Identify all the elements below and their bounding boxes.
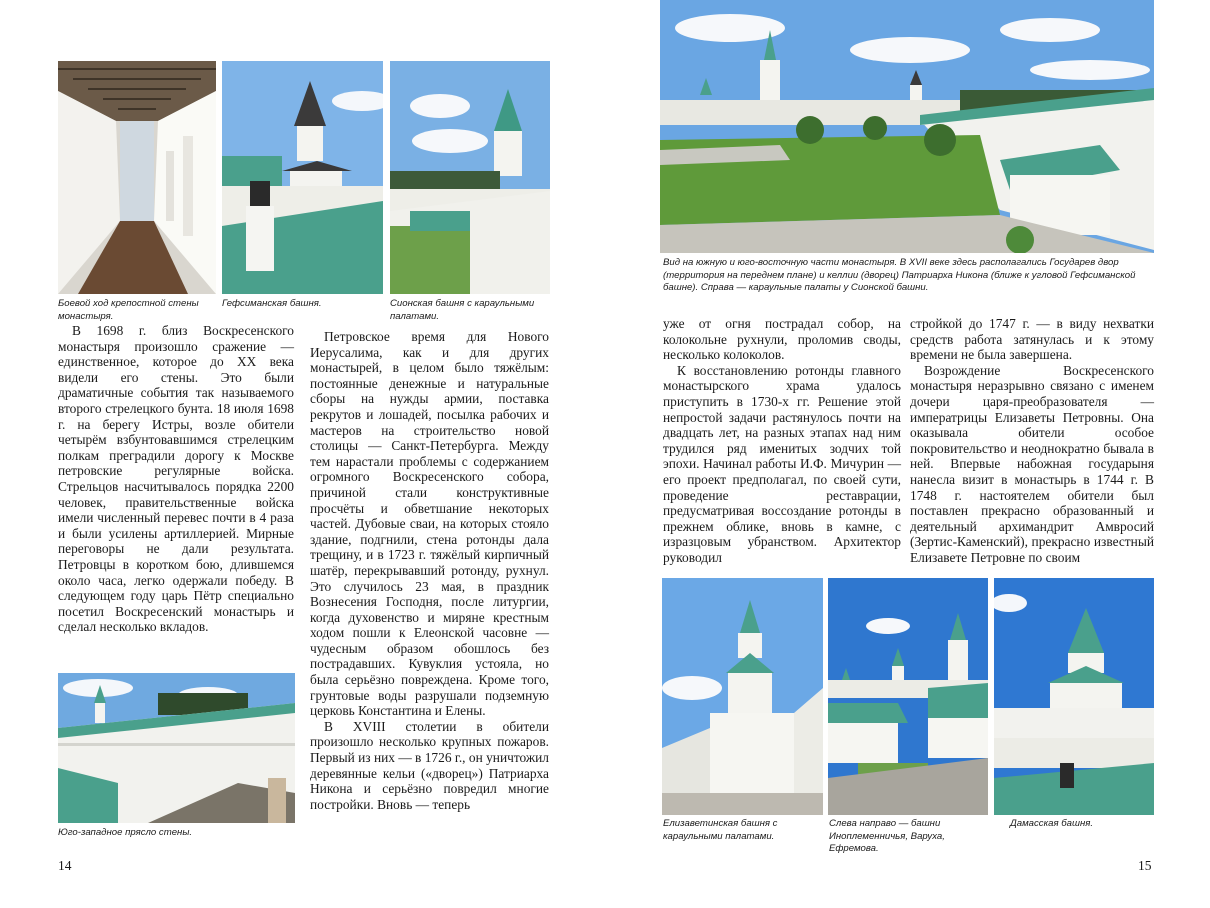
left-column-2 <box>310 329 549 812</box>
caption-bottom2: Слева направо — башни Иноплеменничья, Варуха, Ефремова. <box>829 818 945 854</box>
photo-gethsemane-tower <box>222 61 383 294</box>
left-column-1 <box>58 323 294 635</box>
paragraph: Петровское время для Нового Иерусалима, как и для других монастырей, в целом было тяжёлым: постоянные денежные и натуральные сборы на нужды армии, поставка рекрутов и лошадей, посылка рабочих и мастеров на строительство новой столицы — Санкт-Петербурга. Между тем нарастали проблемы с содержанием огромного Воскресенского собора, причиной стали конструктивные просчёты и обветшание некоторых частей. Дубовые сваи, на которых стояло здание, подгнили, стена ротонды дала трещину, и в 1723 г. тяжёлый кирпичный шатёр, перекрывавший ротонду, рухнул. Это случилось 23 мая, в праздник Вознесения Господня, после литургии, когда духовенство и миряне крестным ходом пошли к Елеонской часовне — чудесным образом обошлось без пострадавших. Кувуклия устояла, но была серьёзно повреждена. Кроме того, грунтовые воды разрушали подземную церковь Константина и Елены. <box>310 329 549 719</box>
caption-photo2: Гефсиманская башня. <box>222 298 322 309</box>
photo-elizabeth-tower <box>662 578 823 815</box>
caption-photo4: Юго-западное прясло стены. <box>58 827 193 838</box>
right-column-2 <box>910 316 1154 566</box>
paragraph: В 1698 г. близ Воскресенского монастыря произошло сражение — единственное, которое до XX века видели его стены. Это были драматичные события так называемого второго стрелецкого бунта. 18 июля 1698 г. на берегу Истры, возле обители четырём взбунтовавшимся стрелецким полкам преградили дорогу к Москве петровские регулярные войска. Стрельцов насчитывалось порядка 2200 человек, правительственные войска имели численный перевес почти в 4 раза и были усилены артиллерией. Мирные переговоры не дали результата. Петровцы в коротком бою, длившемся около часа, легко одержали победу. В следующем году царь Пётр специально посетил Воскресенский монастырь и сделал несколько вкладов. <box>58 323 294 635</box>
page-number: 15 <box>1138 858 1152 873</box>
photo-fortress-walkway <box>58 61 216 294</box>
caption-panorama: Вид на южную и юго-восточную части монастыря. В XVII веке здесь располагались Государев двор (территория на переднем плане) и келлии (дворец) Патриарха Никона (ближе к угловой Гефсиманской башне). Справа — караульные палаты у Сионской башни. <box>663 257 1136 293</box>
paragraph: В XVIII столетии в обители произошло несколько крупных пожаров. Первый из них — в 1726 г., он уничтожил деревянные кельи («дворец») Патриарха Никона и серьёзно повредил многие постройки. Вновь — теперь <box>310 718 549 812</box>
right-page <box>605 0 1210 908</box>
page-number: 14 <box>58 858 72 873</box>
caption-bottom1: Елизаветинская башня с караульными палатами. <box>663 818 778 842</box>
right-column-1 <box>663 316 901 566</box>
photo-southwest-wall <box>58 673 295 823</box>
photo-three-towers <box>828 578 988 815</box>
photo-monastery-panorama <box>660 0 1154 253</box>
paragraph: К восстановлению ротонды главного монастырского храма удалось приступить в 1730-х гг. Решение этой непростой задачи растянулось почти на двадцать лет, на разных этапах над ним трудился ряд именитых зодчих той эпохи. Начинал работы И.Ф. Мичурин — его проект предполагал, по своей сути, проведение реставрации, предусматривая воссоздание ротонды в прежнем облике, вновь в камне, с изразцовым убранством. Архитектор руководил <box>663 362 901 565</box>
paragraph: уже от огня пострадал собор, на колокольне рухнули, проломив своды, несколько колоколов. <box>663 316 901 363</box>
caption-photo1: Боевой ход крепостной стены монастыря. <box>58 298 199 322</box>
photo-sion-tower <box>390 61 550 294</box>
paragraph: стройкой до 1747 г. — в виду нехватки средств работа затянулась и к этому времени не была завершена. <box>910 316 1154 363</box>
paragraph: Возрождение Воскресенского монастыря неразрывно связано с именем дочери царя-преобразователя — императрицы Елизаветы Петровны. Она оказывала обители особое покровительство и неоднократно бывала в ней. Впервые набожная государыня нанесла визит в монастырь в 1744 г. В 1748 г. настоятелем обители был поставлен прекрасно образованный и деятельный архимандрит Амвросий (Зертис-Каменский), прекрасно известный Елизавете Петровне по своим <box>910 362 1154 565</box>
photo-damascus-tower <box>994 578 1154 815</box>
caption-bottom3: Дамасская башня. <box>1010 818 1094 829</box>
caption-photo3: Сионская башня с караульными палатами. <box>390 298 535 322</box>
